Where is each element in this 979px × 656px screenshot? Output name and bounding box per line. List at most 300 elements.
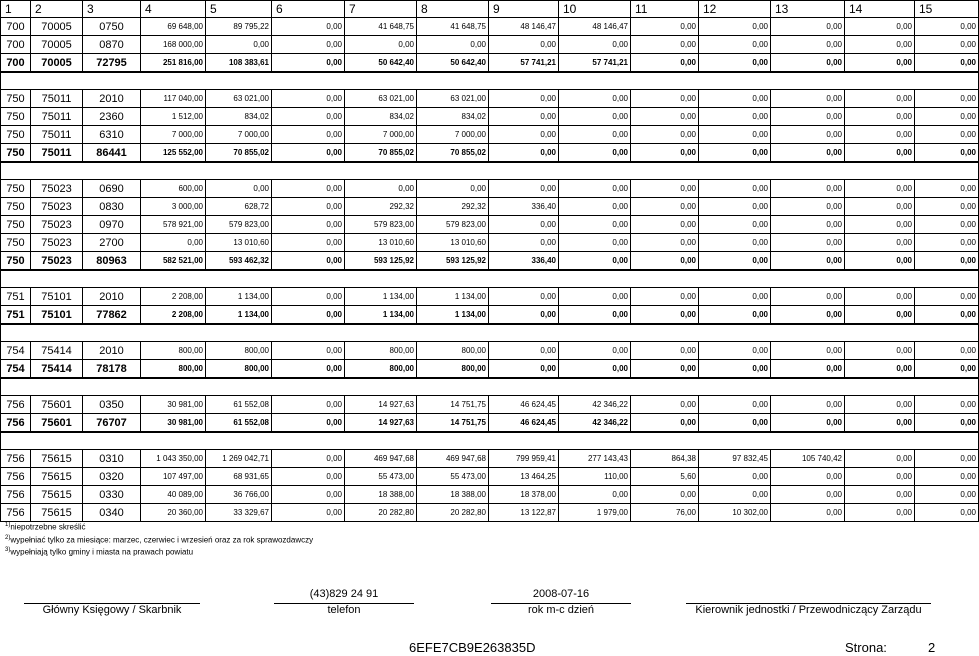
table-cell: 75023 bbox=[31, 198, 83, 216]
table-cell: 0,00 bbox=[631, 90, 699, 108]
table-cell: 800,00 bbox=[206, 360, 272, 379]
table-cell: 754 bbox=[1, 342, 31, 360]
table-cell: 0,00 bbox=[771, 306, 845, 325]
table-cell: 2010 bbox=[83, 90, 141, 108]
table-cell: 0,00 bbox=[559, 36, 631, 54]
signature-accountant bbox=[24, 588, 200, 616]
table-cell: 2360 bbox=[83, 108, 141, 126]
table-cell: 1 134,00 bbox=[345, 288, 417, 306]
table-cell: 0,00 bbox=[559, 216, 631, 234]
table-cell: 0,00 bbox=[771, 54, 845, 73]
table-cell: 0,00 bbox=[699, 36, 771, 54]
table-cell: 0,00 bbox=[915, 198, 979, 216]
table-cell: 756 bbox=[1, 486, 31, 504]
table-cell: 0,00 bbox=[845, 180, 915, 198]
table-cell: 72795 bbox=[83, 54, 141, 73]
table-cell: 7 000,00 bbox=[141, 126, 206, 144]
table-cell: 0,00 bbox=[631, 180, 699, 198]
table-cell: 834,02 bbox=[345, 108, 417, 126]
table-cell: 2700 bbox=[83, 234, 141, 252]
table-cell: 6310 bbox=[83, 126, 141, 144]
table-cell: 0,00 bbox=[845, 18, 915, 36]
table-cell: 0,00 bbox=[272, 126, 345, 144]
table-cell: 0,00 bbox=[631, 18, 699, 36]
table-cell: 0,00 bbox=[272, 468, 345, 486]
table-cell: 97 832,45 bbox=[699, 450, 771, 468]
signature-label: telefon bbox=[327, 604, 361, 616]
table-cell: 0,00 bbox=[272, 306, 345, 325]
table-cell: 41 648,75 bbox=[417, 18, 489, 36]
signature-label: rok m-c dzień bbox=[527, 604, 595, 616]
table-cell: 0,00 bbox=[489, 306, 559, 325]
table-cell: 0,00 bbox=[845, 234, 915, 252]
table-cell: 0,00 bbox=[559, 180, 631, 198]
table-cell: 0,00 bbox=[699, 306, 771, 325]
spacer-row bbox=[1, 162, 979, 180]
table-cell: 42 346,22 bbox=[559, 396, 631, 414]
table-cell: 86441 bbox=[83, 144, 141, 163]
table-cell: 0,00 bbox=[272, 288, 345, 306]
table-cell: 750 bbox=[1, 126, 31, 144]
table-cell: 0,00 bbox=[699, 396, 771, 414]
table-cell: 1 134,00 bbox=[206, 306, 272, 325]
table-cell: 0,00 bbox=[699, 180, 771, 198]
spacer-cell bbox=[1, 270, 979, 288]
footnote: $^{1)}$niepotrzebne skreślić bbox=[5, 522, 86, 532]
footnote: $^{2)}$wypełniać tylko za miesiące: marzec, czerwiec i wrzesień oraz za rok sprawozdawczy bbox=[5, 534, 314, 545]
table-cell: 0,00 bbox=[771, 414, 845, 433]
table-cell: 0,00 bbox=[771, 468, 845, 486]
table-cell: 0310 bbox=[83, 450, 141, 468]
table-row bbox=[1, 504, 979, 522]
table-cell: 57 741,21 bbox=[489, 54, 559, 73]
column-header: 2 bbox=[31, 1, 83, 18]
table-cell: 0320 bbox=[83, 468, 141, 486]
table-cell: 0,00 bbox=[631, 396, 699, 414]
table-cell: 0,00 bbox=[771, 504, 845, 522]
table-cell: 55 473,00 bbox=[345, 468, 417, 486]
table-cell: 0,00 bbox=[845, 252, 915, 271]
table-cell: 0,00 bbox=[699, 252, 771, 271]
table-cell: 0,00 bbox=[771, 126, 845, 144]
table-cell: 277 143,43 bbox=[559, 450, 631, 468]
table-cell: 0,00 bbox=[272, 198, 345, 216]
table-cell: 1 134,00 bbox=[345, 306, 417, 325]
table-cell: 0,00 bbox=[771, 180, 845, 198]
table-cell: 61 552,08 bbox=[206, 396, 272, 414]
table-cell: 700 bbox=[1, 36, 31, 54]
table-cell: 75011 bbox=[31, 144, 83, 163]
table-cell: 336,40 bbox=[489, 198, 559, 216]
table-cell: 0,00 bbox=[272, 54, 345, 73]
table-cell: 0,00 bbox=[272, 144, 345, 163]
table-cell: 70005 bbox=[31, 18, 83, 36]
table-row bbox=[1, 342, 979, 360]
table-row bbox=[1, 234, 979, 252]
table-cell: 0,00 bbox=[559, 144, 631, 163]
table-cell: 69 648,00 bbox=[141, 18, 206, 36]
signature-head bbox=[686, 588, 931, 616]
table-cell: 800,00 bbox=[345, 342, 417, 360]
table-cell: 70 855,02 bbox=[417, 144, 489, 163]
table-cell: 750 bbox=[1, 108, 31, 126]
table-cell: 750 bbox=[1, 180, 31, 198]
table-row bbox=[1, 450, 979, 468]
table-cell: 105 740,42 bbox=[771, 450, 845, 468]
table-cell: 0,00 bbox=[699, 234, 771, 252]
table-cell: 0,00 bbox=[272, 90, 345, 108]
table-cell: 0,00 bbox=[915, 252, 979, 271]
table-cell: 0,00 bbox=[915, 126, 979, 144]
table-cell: 0,00 bbox=[631, 414, 699, 433]
table-cell: 18 388,00 bbox=[345, 486, 417, 504]
table-cell: 834,02 bbox=[417, 108, 489, 126]
table-cell: 0,00 bbox=[559, 126, 631, 144]
table-cell: 117 040,00 bbox=[141, 90, 206, 108]
table-cell: 0,00 bbox=[915, 54, 979, 73]
table-cell: 70 855,02 bbox=[206, 144, 272, 163]
table-row bbox=[1, 486, 979, 504]
table-cell: 0,00 bbox=[771, 108, 845, 126]
table-cell: 0,00 bbox=[771, 360, 845, 379]
spacer-row bbox=[1, 72, 979, 90]
table-cell: 46 624,45 bbox=[489, 414, 559, 433]
page-label: Strona: bbox=[845, 640, 887, 655]
table-cell: 168 000,00 bbox=[141, 36, 206, 54]
table-row bbox=[1, 198, 979, 216]
table-cell: 2010 bbox=[83, 342, 141, 360]
table-cell: 0,00 bbox=[845, 216, 915, 234]
table-cell: 18 388,00 bbox=[417, 486, 489, 504]
table-cell: 0,00 bbox=[631, 288, 699, 306]
table-cell: 0,00 bbox=[771, 486, 845, 504]
table-cell: 578 921,00 bbox=[141, 216, 206, 234]
table-cell: 75615 bbox=[31, 504, 83, 522]
table-cell: 0,00 bbox=[631, 198, 699, 216]
table-cell: 0,00 bbox=[699, 90, 771, 108]
table-cell: 13 010,60 bbox=[417, 234, 489, 252]
table-row bbox=[1, 180, 979, 198]
table-cell: 55 473,00 bbox=[417, 468, 489, 486]
table-cell: 864,38 bbox=[631, 450, 699, 468]
column-header: 8 bbox=[417, 1, 489, 18]
table-cell: 18 378,00 bbox=[489, 486, 559, 504]
table-cell: 0,00 bbox=[631, 306, 699, 325]
spacer-cell bbox=[1, 324, 979, 342]
table-cell: 0,00 bbox=[489, 342, 559, 360]
column-header: 3 bbox=[83, 1, 141, 18]
table-cell: 0,00 bbox=[272, 360, 345, 379]
table-cell: 0,00 bbox=[845, 126, 915, 144]
table-cell: 0,00 bbox=[915, 504, 979, 522]
table-cell: 750 bbox=[1, 252, 31, 271]
table-cell: 0,00 bbox=[631, 108, 699, 126]
document-code: 6EFE7CB9E263835D bbox=[409, 640, 536, 655]
table-cell: 0,00 bbox=[845, 396, 915, 414]
table-cell: 75414 bbox=[31, 342, 83, 360]
table-cell: 799 959,41 bbox=[489, 450, 559, 468]
table-cell: 0,00 bbox=[559, 108, 631, 126]
spacer-row bbox=[1, 324, 979, 342]
table-cell: 0,00 bbox=[559, 486, 631, 504]
table-cell: 800,00 bbox=[417, 360, 489, 379]
table-cell: 800,00 bbox=[417, 342, 489, 360]
table-cell: 68 931,65 bbox=[206, 468, 272, 486]
table-cell: 0,00 bbox=[489, 288, 559, 306]
table-cell: 107 497,00 bbox=[141, 468, 206, 486]
table-cell: 75023 bbox=[31, 252, 83, 271]
table-cell: 0,00 bbox=[771, 288, 845, 306]
table-cell: 30 981,00 bbox=[141, 414, 206, 433]
table-cell: 2 208,00 bbox=[141, 306, 206, 325]
table-cell: 0,00 bbox=[699, 144, 771, 163]
table-cell: 0,00 bbox=[915, 180, 979, 198]
signature-label: Główny Księgowy / Skarbnik bbox=[42, 604, 182, 616]
table-cell: 750 bbox=[1, 90, 31, 108]
column-header: 11 bbox=[631, 1, 699, 18]
table-cell: 75011 bbox=[31, 126, 83, 144]
table-cell: 20 282,80 bbox=[345, 504, 417, 522]
table-cell: 20 282,80 bbox=[417, 504, 489, 522]
table-cell: 0,00 bbox=[699, 342, 771, 360]
table-cell: 0,00 bbox=[845, 90, 915, 108]
total-row bbox=[1, 306, 979, 325]
table-cell: 0,00 bbox=[699, 198, 771, 216]
column-header: 7 bbox=[345, 1, 417, 18]
table-cell: 5,60 bbox=[631, 468, 699, 486]
table-cell: 0,00 bbox=[845, 504, 915, 522]
table-cell: 0,00 bbox=[771, 90, 845, 108]
table-cell: 0,00 bbox=[771, 198, 845, 216]
table-row bbox=[1, 36, 979, 54]
table-cell: 0,00 bbox=[272, 252, 345, 271]
table-cell: 78178 bbox=[83, 360, 141, 379]
table-cell: 0,00 bbox=[559, 342, 631, 360]
table-cell: 75023 bbox=[31, 180, 83, 198]
table-cell: 0,00 bbox=[845, 54, 915, 73]
table-cell: 750 bbox=[1, 198, 31, 216]
table-cell: 0,00 bbox=[559, 198, 631, 216]
table-row bbox=[1, 90, 979, 108]
table-cell: 14 751,75 bbox=[417, 414, 489, 433]
table-cell: 0,00 bbox=[771, 18, 845, 36]
table-cell: 754 bbox=[1, 360, 31, 379]
table-cell: 63 021,00 bbox=[345, 90, 417, 108]
table-cell: 75023 bbox=[31, 234, 83, 252]
table-cell: 579 823,00 bbox=[345, 216, 417, 234]
table-cell: 0,00 bbox=[272, 486, 345, 504]
table-cell: 0,00 bbox=[489, 180, 559, 198]
table-cell: 800,00 bbox=[141, 360, 206, 379]
table-cell: 0,00 bbox=[771, 252, 845, 271]
table-cell: 469 947,68 bbox=[417, 450, 489, 468]
table-cell: 0870 bbox=[83, 36, 141, 54]
table-cell: 41 648,75 bbox=[345, 18, 417, 36]
table-cell: 2010 bbox=[83, 288, 141, 306]
table-cell: 0,00 bbox=[141, 234, 206, 252]
table-cell: 63 021,00 bbox=[417, 90, 489, 108]
table-cell: 0,00 bbox=[845, 144, 915, 163]
table-cell: 0,00 bbox=[699, 288, 771, 306]
table-cell: 13 464,25 bbox=[489, 468, 559, 486]
table-cell: 50 642,40 bbox=[345, 54, 417, 73]
table-cell: 0,00 bbox=[699, 54, 771, 73]
table-cell: 0,00 bbox=[699, 126, 771, 144]
table-cell: 42 346,22 bbox=[559, 414, 631, 433]
table-cell: 7 000,00 bbox=[206, 126, 272, 144]
table-row bbox=[1, 468, 979, 486]
table-cell: 0,00 bbox=[417, 36, 489, 54]
table-cell: 0,00 bbox=[631, 486, 699, 504]
table-cell: 0,00 bbox=[272, 36, 345, 54]
table-cell: 0,00 bbox=[559, 360, 631, 379]
table-cell: 336,40 bbox=[489, 252, 559, 271]
table-cell: 75101 bbox=[31, 306, 83, 325]
table-cell: 0,00 bbox=[699, 486, 771, 504]
table-cell: 63 021,00 bbox=[206, 90, 272, 108]
column-header: 9 bbox=[489, 1, 559, 18]
table-cell: 0,00 bbox=[699, 414, 771, 433]
table-cell: 0,00 bbox=[345, 36, 417, 54]
table-cell: 579 823,00 bbox=[417, 216, 489, 234]
table-cell: 75615 bbox=[31, 450, 83, 468]
table-cell: 0,00 bbox=[631, 360, 699, 379]
table-row bbox=[1, 396, 979, 414]
table-cell: 75414 bbox=[31, 360, 83, 379]
table-cell: 0,00 bbox=[559, 306, 631, 325]
table-cell: 0,00 bbox=[272, 18, 345, 36]
total-row bbox=[1, 414, 979, 433]
table-cell: 13 010,60 bbox=[345, 234, 417, 252]
table-cell: 1 269 042,71 bbox=[206, 450, 272, 468]
table-cell: 593 125,92 bbox=[345, 252, 417, 271]
table-cell: 292,32 bbox=[345, 198, 417, 216]
table-cell: 40 089,00 bbox=[141, 486, 206, 504]
column-header: 5 bbox=[206, 1, 272, 18]
table-cell: 0,00 bbox=[915, 36, 979, 54]
table-cell: 0,00 bbox=[417, 180, 489, 198]
table-cell: 0,00 bbox=[771, 234, 845, 252]
table-cell: 0,00 bbox=[915, 450, 979, 468]
table-cell: 0750 bbox=[83, 18, 141, 36]
table-cell: 0,00 bbox=[699, 468, 771, 486]
table-cell: 0,00 bbox=[631, 252, 699, 271]
table-cell: 0,00 bbox=[915, 144, 979, 163]
spacer-cell bbox=[1, 162, 979, 180]
table-cell: 0,00 bbox=[272, 180, 345, 198]
table-cell: 0,00 bbox=[489, 360, 559, 379]
table-cell: 0,00 bbox=[845, 468, 915, 486]
table-cell: 14 751,75 bbox=[417, 396, 489, 414]
table-cell: 61 552,08 bbox=[206, 414, 272, 433]
table-cell: 0,00 bbox=[915, 396, 979, 414]
table-cell: 0,00 bbox=[272, 108, 345, 126]
column-header: 13 bbox=[771, 1, 845, 18]
table-cell: 0,00 bbox=[489, 108, 559, 126]
table-cell: 75601 bbox=[31, 414, 83, 433]
table-cell: 0,00 bbox=[631, 144, 699, 163]
table-cell: 70005 bbox=[31, 36, 83, 54]
table-cell: 0,00 bbox=[915, 486, 979, 504]
table-cell: 0,00 bbox=[631, 54, 699, 73]
column-header: 10 bbox=[559, 1, 631, 18]
table-cell: 1 134,00 bbox=[206, 288, 272, 306]
table-cell: 0970 bbox=[83, 216, 141, 234]
table-cell: 700 bbox=[1, 54, 31, 73]
spacer-cell bbox=[1, 432, 979, 450]
table-cell: 75023 bbox=[31, 216, 83, 234]
spacer-row bbox=[1, 432, 979, 450]
table-cell: 0,00 bbox=[771, 144, 845, 163]
table-cell: 76707 bbox=[83, 414, 141, 433]
table-cell: 600,00 bbox=[141, 180, 206, 198]
table-cell: 0,00 bbox=[771, 396, 845, 414]
table-cell: 0,00 bbox=[915, 108, 979, 126]
table-cell: 0,00 bbox=[489, 90, 559, 108]
total-row bbox=[1, 54, 979, 73]
table-cell: 0,00 bbox=[771, 36, 845, 54]
table-cell: 77862 bbox=[83, 306, 141, 325]
column-header: 14 bbox=[845, 1, 915, 18]
table-cell: 0,00 bbox=[845, 414, 915, 433]
table-cell: 800,00 bbox=[345, 360, 417, 379]
table-cell: 756 bbox=[1, 450, 31, 468]
table-cell: 0,00 bbox=[915, 234, 979, 252]
table-cell: 125 552,00 bbox=[141, 144, 206, 163]
table-cell: 0,00 bbox=[845, 486, 915, 504]
table-row bbox=[1, 108, 979, 126]
table-cell: 750 bbox=[1, 216, 31, 234]
table-cell: 0,00 bbox=[845, 198, 915, 216]
table-cell: 0,00 bbox=[631, 234, 699, 252]
table-cell: 0,00 bbox=[845, 108, 915, 126]
table-cell: 13 122,87 bbox=[489, 504, 559, 522]
table-cell: 33 329,67 bbox=[206, 504, 272, 522]
table-cell: 593 462,32 bbox=[206, 252, 272, 271]
signature-date: 2008-07-16 rok m-c dzień bbox=[491, 588, 631, 616]
signature-phone: (43)829 24 91 telefon bbox=[274, 588, 414, 616]
table-cell: 75615 bbox=[31, 486, 83, 504]
table-cell: 1 512,00 bbox=[141, 108, 206, 126]
table-cell: 0,00 bbox=[771, 342, 845, 360]
table-cell: 0,00 bbox=[559, 288, 631, 306]
spacer-row bbox=[1, 270, 979, 288]
table-cell: 628,72 bbox=[206, 198, 272, 216]
table-cell: 0,00 bbox=[631, 36, 699, 54]
table-cell: 0,00 bbox=[272, 396, 345, 414]
table-cell: 80963 bbox=[83, 252, 141, 271]
page-number: 2 bbox=[928, 640, 936, 655]
table-cell: 0,00 bbox=[206, 180, 272, 198]
table-cell: 75601 bbox=[31, 396, 83, 414]
table-cell: 0,00 bbox=[631, 342, 699, 360]
table-cell: 750 bbox=[1, 234, 31, 252]
table-row bbox=[1, 288, 979, 306]
table-cell: 292,32 bbox=[417, 198, 489, 216]
table-cell: 751 bbox=[1, 306, 31, 325]
table-cell: 0350 bbox=[83, 396, 141, 414]
table-cell: 0,00 bbox=[845, 36, 915, 54]
table-cell: 0,00 bbox=[559, 90, 631, 108]
table-cell: 0,00 bbox=[489, 216, 559, 234]
table-cell: 756 bbox=[1, 504, 31, 522]
table-cell: 50 642,40 bbox=[417, 54, 489, 73]
table-cell: 0,00 bbox=[845, 288, 915, 306]
table-cell: 75615 bbox=[31, 468, 83, 486]
table-cell: 0,00 bbox=[915, 342, 979, 360]
table-cell: 756 bbox=[1, 414, 31, 433]
total-row bbox=[1, 144, 979, 163]
